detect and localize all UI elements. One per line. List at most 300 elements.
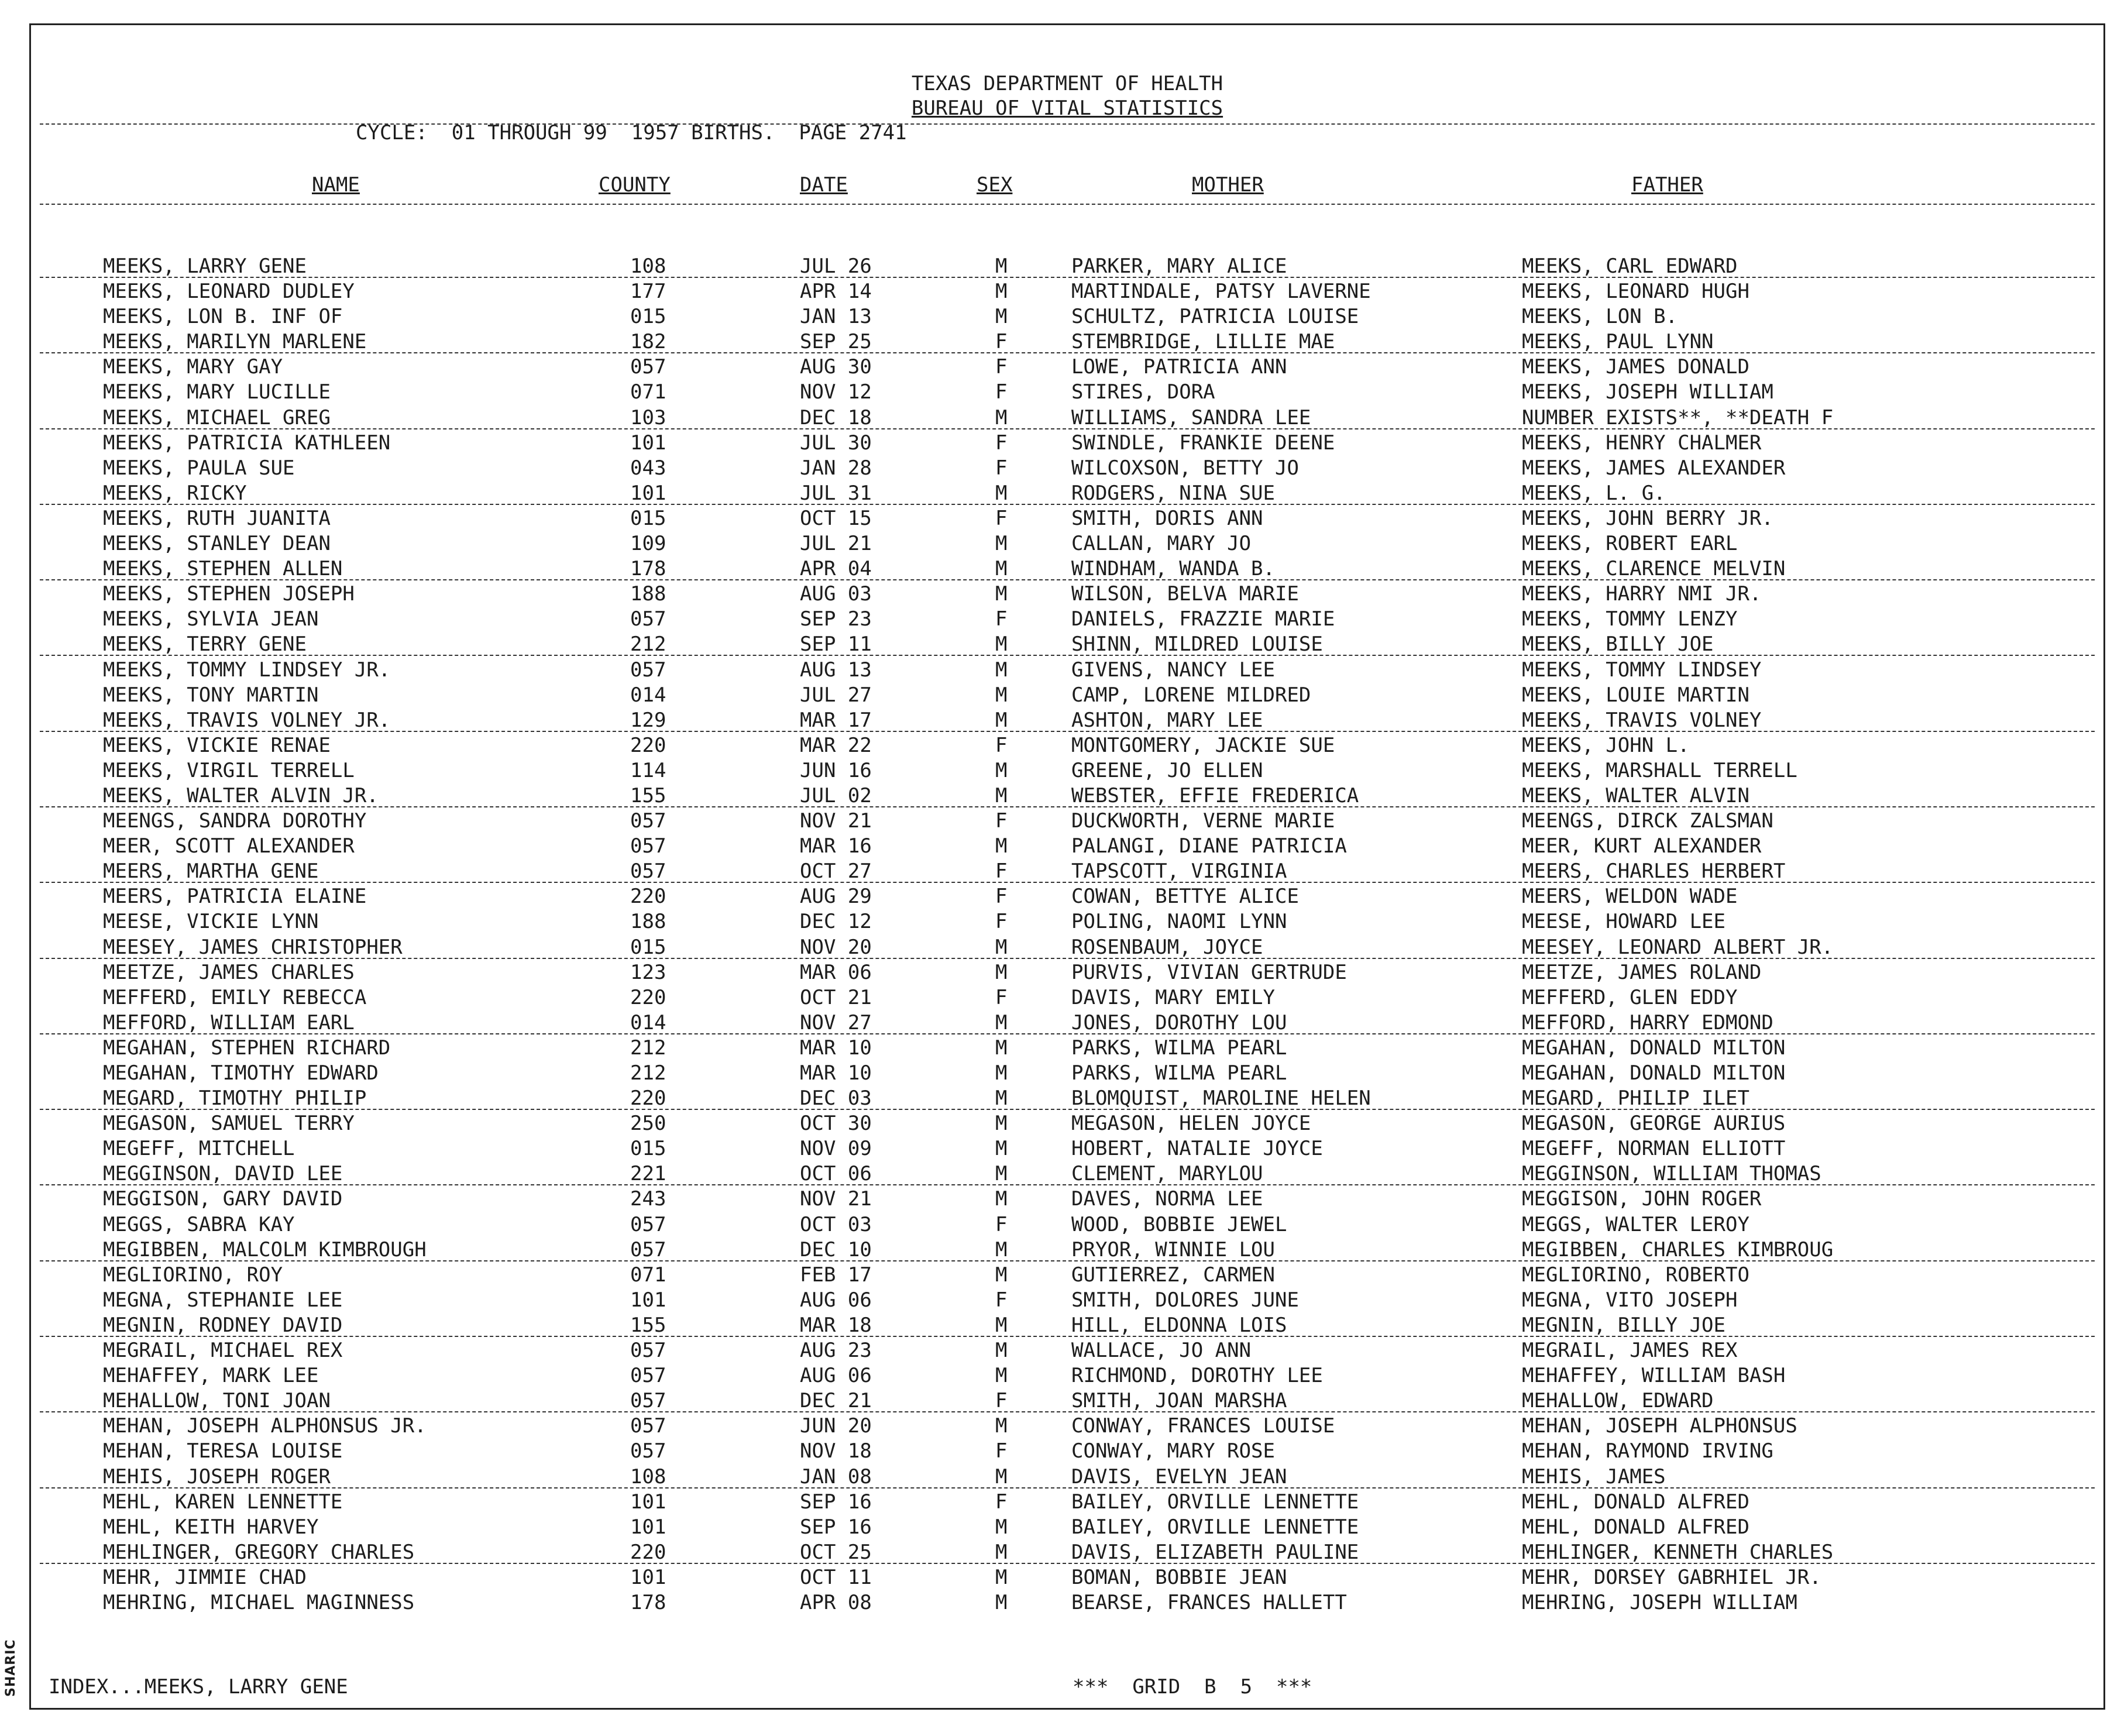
record-father: MEEKS, HARRY NMI JR. (1522, 582, 1762, 606)
record-name: MEGLIORINO, ROY (103, 1263, 283, 1287)
record-name: MEESEY, JAMES CHRISTOPHER (103, 935, 403, 959)
record-mother: MEGASON, HELEN JOYCE (1071, 1112, 1311, 1136)
column-header-mother: MOTHER (1192, 173, 1264, 197)
record-father: MEEKS, PAUL LYNN (1522, 330, 1714, 354)
record-sex: M (995, 280, 1008, 304)
record-row (31, 1036, 2103, 1061)
record-name: MEEKS, LON B. INF OF (103, 305, 343, 329)
record-county: 057 (630, 809, 666, 833)
record-date: NOV 20 (800, 935, 872, 959)
record-mother: BAILEY, ORVILLE LENNETTE (1071, 1515, 1359, 1539)
record-name: MEGRAIL, MICHAEL REX (103, 1339, 343, 1363)
record-row (31, 1263, 2103, 1288)
record-county: 188 (630, 582, 666, 606)
record-row (31, 986, 2103, 1011)
record-date: OCT 30 (800, 1112, 872, 1136)
record-date: MAR 06 (800, 960, 872, 984)
record-county: 243 (630, 1187, 666, 1211)
record-father: MEGAHAN, DONALD MILTON (1522, 1036, 1786, 1060)
record-mother: HOBERT, NATALIE JOYCE (1071, 1137, 1323, 1161)
record-sex: F (995, 330, 1008, 354)
record-mother: BAILEY, ORVILLE LENNETTE (1071, 1490, 1359, 1514)
record-father: MEERS, WELDON WADE (1522, 885, 1738, 909)
record-name: MEEKS, MARILYN MARLENE (103, 330, 367, 354)
record-county: 103 (630, 405, 666, 429)
record-county: 101 (630, 431, 666, 455)
record-sex: M (995, 305, 1008, 329)
record-row (31, 1213, 2103, 1238)
grid-footer: *** GRID B 5 *** (1073, 1675, 1312, 1699)
record-row (31, 532, 2103, 557)
record-county: 014 (630, 1010, 666, 1034)
record-sex: F (995, 885, 1008, 909)
department-title: TEXAS DEPARTMENT OF HEALTH (911, 72, 1223, 95)
record-father: MEEKS, JAMES DONALD (1522, 355, 1749, 379)
record-mother: CAMP, LORENE MILDRED (1071, 683, 1311, 707)
record-row (31, 1288, 2103, 1314)
record-sex: M (995, 708, 1008, 732)
record-date: JAN 13 (800, 305, 872, 329)
record-county: 071 (630, 380, 666, 404)
record-county: 212 (630, 1061, 666, 1085)
record-county: 178 (630, 557, 666, 581)
record-date: SEP 11 (800, 632, 872, 656)
record-county: 057 (630, 658, 666, 682)
record-date: JUL 31 (800, 481, 872, 505)
record-mother: WOOD, BOBBIE JEWEL (1071, 1212, 1287, 1236)
record-county: 108 (630, 1465, 666, 1489)
record-father: MEHAN, RAYMOND IRVING (1522, 1439, 1773, 1463)
record-row (31, 1011, 2103, 1036)
record-name: MEEKS, LARRY GENE (103, 255, 307, 278)
index-footer: INDEX...MEEKS, LARRY GENE (49, 1675, 348, 1699)
record-father: MEEKS, L. G. (1522, 481, 1666, 505)
record-mother: CLEMENT, MARYLOU (1071, 1162, 1263, 1186)
record-date: JAN 08 (800, 1465, 872, 1489)
record-name: MEGAHAN, TIMOTHY EDWARD (103, 1061, 379, 1085)
record-name: MEGIBBEN, MALCOLM KIMBROUGH (103, 1237, 427, 1261)
record-father: MEEKS, TRAVIS VOLNEY (1522, 708, 1762, 732)
record-name: MEETZE, JAMES CHARLES (103, 960, 355, 984)
record-sex: M (995, 1339, 1008, 1363)
record-county: 101 (630, 481, 666, 505)
record-mother: JONES, DOROTHY LOU (1071, 1010, 1287, 1034)
record-father: MEENGS, DIRCK ZALSMAN (1522, 809, 1773, 833)
record-row (31, 910, 2103, 935)
record-date: AUG 23 (800, 1339, 872, 1363)
record-sex: M (995, 1263, 1008, 1287)
record-name: MEEKS, RICKY (103, 481, 247, 505)
record-sex: F (995, 1389, 1008, 1413)
record-name: MEERS, PATRICIA ELAINE (103, 885, 367, 909)
record-row (31, 784, 2103, 809)
record-mother: WINDHAM, WANDA B. (1071, 557, 1275, 581)
record-mother: DAVIS, MARY EMILY (1071, 985, 1275, 1009)
record-sex: M (995, 1364, 1008, 1388)
record-date: DEC 21 (800, 1389, 872, 1413)
record-county: 101 (630, 1490, 666, 1514)
record-mother: WALLACE, JO ANN (1071, 1339, 1252, 1363)
record-row (31, 406, 2103, 431)
record-father: MEEKS, TOMMY LENZY (1522, 607, 1738, 631)
record-county: 057 (630, 1364, 666, 1388)
record-date: JUN 20 (800, 1414, 872, 1438)
record-name: MEHL, KEITH HARVEY (103, 1515, 319, 1539)
record-county: 101 (630, 1288, 666, 1312)
record-county: 182 (630, 330, 666, 354)
record-row (31, 1439, 2103, 1465)
record-sex: M (995, 1137, 1008, 1161)
record-father: MEEKS, LEONARD HUGH (1522, 280, 1749, 304)
index-page (29, 23, 2105, 1710)
record-county: 123 (630, 960, 666, 984)
record-date: SEP 23 (800, 607, 872, 631)
record-sex: F (995, 1288, 1008, 1312)
record-mother: SMITH, JOAN MARSHA (1071, 1389, 1287, 1413)
record-county: 114 (630, 758, 666, 782)
record-sex: M (995, 1313, 1008, 1337)
record-date: AUG 30 (800, 355, 872, 379)
column-separator (40, 204, 2095, 205)
record-date: APR 04 (800, 557, 872, 581)
record-name: MEFFERD, EMILY REBECCA (103, 985, 367, 1009)
record-row (31, 658, 2103, 683)
record-sex: M (995, 632, 1008, 656)
record-row (31, 709, 2103, 734)
record-county: 101 (630, 1515, 666, 1539)
record-date: JUL 30 (800, 431, 872, 455)
record-name: MEEKS, TRAVIS VOLNEY JR. (103, 708, 391, 732)
record-mother: PALANGI, DIANE PATRICIA (1071, 834, 1347, 858)
record-father: MEEKS, TOMMY LINDSEY (1522, 658, 1762, 682)
record-date: MAR 10 (800, 1036, 872, 1060)
record-sex: F (995, 1439, 1008, 1463)
record-mother: STEMBRIDGE, LILLIE MAE (1071, 330, 1335, 354)
record-name: MEHALLOW, TONI JOAN (103, 1389, 331, 1413)
record-date: NOV 27 (800, 1010, 872, 1034)
record-father: MEERS, CHARLES HERBERT (1522, 860, 1786, 884)
record-county: 057 (630, 1212, 666, 1236)
record-name: MEGAHAN, STEPHEN RICHARD (103, 1036, 391, 1060)
record-row (31, 557, 2103, 582)
record-name: MEFFORD, WILLIAM EARL (103, 1010, 355, 1034)
record-name: MEEKS, WALTER ALVIN JR. (103, 783, 379, 807)
record-name: MEER, SCOTT ALEXANDER (103, 834, 355, 858)
record-county: 015 (630, 935, 666, 959)
record-father: MEEKS, CLARENCE MELVIN (1522, 557, 1786, 581)
record-date: AUG 13 (800, 658, 872, 682)
record-county: 220 (630, 985, 666, 1009)
record-father: MEGEFF, NORMAN ELLIOTT (1522, 1137, 1786, 1161)
record-mother: BOMAN, BOBBIE JEAN (1071, 1565, 1287, 1589)
record-name: MEEKS, STEPHEN ALLEN (103, 557, 343, 581)
record-date: MAR 18 (800, 1313, 872, 1337)
record-row (31, 860, 2103, 885)
record-date: FEB 17 (800, 1263, 872, 1287)
record-date: MAR 17 (800, 708, 872, 732)
record-name: MEHR, JIMMIE CHAD (103, 1565, 307, 1589)
record-mother: TAPSCOTT, VIRGINIA (1071, 860, 1287, 884)
column-header-county: COUNTY (599, 173, 671, 197)
record-sex: F (995, 380, 1008, 404)
record-county: 057 (630, 355, 666, 379)
record-date: OCT 25 (800, 1540, 872, 1564)
record-row (31, 431, 2103, 456)
record-name: MEEKS, TERRY GENE (103, 632, 307, 656)
record-name: MEHLINGER, GREGORY CHARLES (103, 1540, 415, 1564)
record-name: MEHRING, MICHAEL MAGINNESS (103, 1590, 415, 1614)
record-county: 043 (630, 456, 666, 480)
record-date: JUL 21 (800, 532, 872, 556)
record-mother: RODGERS, NINA SUE (1071, 481, 1275, 505)
record-county: 155 (630, 1313, 666, 1337)
record-date: JUL 27 (800, 683, 872, 707)
record-row (31, 1137, 2103, 1162)
record-name: MEGEFF, MITCHELL (103, 1137, 295, 1161)
record-father: MEETZE, JAMES ROLAND (1522, 960, 1762, 984)
record-mother: MONTGOMERY, JACKIE SUE (1071, 733, 1335, 757)
record-date: OCT 21 (800, 985, 872, 1009)
record-sex: F (995, 355, 1008, 379)
column-header-sex: SEX (977, 173, 1013, 197)
record-county: 057 (630, 1237, 666, 1261)
record-sex: M (995, 557, 1008, 581)
record-father: MEGGINSON, WILLIAM THOMAS (1522, 1162, 1821, 1186)
record-sex: F (995, 607, 1008, 631)
record-name: MEEKS, PAULA SUE (103, 456, 295, 480)
record-father: MEEKS, MARSHALL TERRELL (1522, 758, 1797, 782)
record-father: MEEKS, BILLY JOE (1522, 632, 1714, 656)
record-name: MEEKS, VICKIE RENAE (103, 733, 331, 757)
record-date: JAN 28 (800, 456, 872, 480)
record-sex: F (995, 860, 1008, 884)
record-sex: M (995, 532, 1008, 556)
record-county: 057 (630, 834, 666, 858)
column-header-date: DATE (800, 173, 848, 197)
record-row (31, 1314, 2103, 1339)
record-mother: GIVENS, NANCY LEE (1071, 658, 1275, 682)
record-date: DEC 10 (800, 1237, 872, 1261)
record-father: MEHAN, JOSEPH ALPHONSUS (1522, 1414, 1797, 1438)
record-sex: M (995, 1162, 1008, 1186)
record-father: MEGGS, WALTER LEROY (1522, 1212, 1749, 1236)
record-mother: CONWAY, FRANCES LOUISE (1071, 1414, 1335, 1438)
record-name: MEEKS, RUTH JUANITA (103, 506, 331, 530)
record-row (31, 632, 2103, 658)
record-county: 188 (630, 910, 666, 934)
record-row (31, 607, 2103, 632)
record-name: MEEKS, VIRGIL TERRELL (103, 758, 355, 782)
record-mother: BEARSE, FRANCES HALLETT (1071, 1590, 1347, 1614)
record-sex: M (995, 481, 1008, 505)
record-date: SEP 16 (800, 1490, 872, 1514)
cycle-line: CYCLE: 01 THROUGH 99 1957 BIRTHS. PAGE 2741 (356, 121, 907, 145)
record-father: MEEKS, CARL EDWARD (1522, 255, 1738, 278)
record-name: MEEKS, LEONARD DUDLEY (103, 280, 355, 304)
record-father: MEGIBBEN, CHARLES KIMBROUG (1522, 1237, 1834, 1261)
record-county: 155 (630, 783, 666, 807)
record-county: 101 (630, 1565, 666, 1589)
record-row (31, 305, 2103, 330)
record-name: MEHAN, TERESA LOUISE (103, 1439, 343, 1463)
record-date: OCT 27 (800, 860, 872, 884)
record-date: AUG 03 (800, 582, 872, 606)
record-sex: M (995, 1087, 1008, 1111)
record-sex: M (995, 935, 1008, 959)
record-name: MEEKS, MICHAEL GREG (103, 405, 331, 429)
record-father: MEEKS, JOHN BERRY JR. (1522, 506, 1773, 530)
record-sex: M (995, 582, 1008, 606)
record-name: MEEKS, MARY GAY (103, 355, 283, 379)
record-date: DEC 12 (800, 910, 872, 934)
record-name: MEEKS, TONY MARTIN (103, 683, 319, 707)
record-county: 057 (630, 1339, 666, 1363)
record-father: NUMBER EXISTS**, **DEATH F (1522, 405, 1834, 429)
bureau-title: BUREAU OF VITAL STATISTICS (911, 97, 1223, 120)
record-mother: LOWE, PATRICIA ANN (1071, 355, 1287, 379)
record-row (31, 1414, 2103, 1439)
record-row (31, 1515, 2103, 1541)
record-father: MEHIS, JAMES (1522, 1465, 1666, 1489)
record-county: 212 (630, 1036, 666, 1060)
record-mother: PRYOR, WINNIE LOU (1071, 1237, 1275, 1261)
record-row (31, 456, 2103, 482)
record-mother: MARTINDALE, PATSY LAVERNE (1071, 280, 1371, 304)
record-mother: BLOMQUIST, MAROLINE HELEN (1071, 1087, 1371, 1111)
record-name: MEEKS, MARY LUCILLE (103, 380, 331, 404)
record-sex: M (995, 1590, 1008, 1614)
record-mother: DANIELS, FRAZZIE MARIE (1071, 607, 1335, 631)
record-sex: M (995, 658, 1008, 682)
record-date: NOV 18 (800, 1439, 872, 1463)
record-row (31, 734, 2103, 759)
record-row (31, 1364, 2103, 1389)
record-sex: F (995, 985, 1008, 1009)
record-row (31, 380, 2103, 405)
record-mother: WILSON, BELVA MARIE (1071, 582, 1299, 606)
record-sex: M (995, 1061, 1008, 1085)
record-father: MEEKS, JOSEPH WILLIAM (1522, 380, 1773, 404)
record-date: NOV 09 (800, 1137, 872, 1161)
record-name: MEHIS, JOSEPH ROGER (103, 1465, 331, 1489)
record-sex: M (995, 1414, 1008, 1438)
record-mother: SWINDLE, FRANKIE DEENE (1071, 431, 1335, 455)
record-date: OCT 06 (800, 1162, 872, 1186)
record-sex: F (995, 456, 1008, 480)
record-mother: PURVIS, VIVIAN GERTRUDE (1071, 960, 1347, 984)
record-sex: M (995, 1036, 1008, 1060)
record-county: 057 (630, 607, 666, 631)
record-row (31, 1162, 2103, 1187)
record-date: MAR 22 (800, 733, 872, 757)
record-row (31, 1238, 2103, 1263)
record-mother: WILLIAMS, SANDRA LEE (1071, 405, 1311, 429)
record-row (31, 834, 2103, 860)
record-sex: F (995, 809, 1008, 833)
record-sex: M (995, 758, 1008, 782)
record-father: MEER, KURT ALEXANDER (1522, 834, 1762, 858)
record-county: 220 (630, 1087, 666, 1111)
record-name: MEESE, VICKIE LYNN (103, 910, 319, 934)
record-mother: DAVES, NORMA LEE (1071, 1187, 1263, 1211)
record-row (31, 759, 2103, 784)
record-county: 071 (630, 1263, 666, 1287)
record-date: AUG 06 (800, 1364, 872, 1388)
record-row (31, 1187, 2103, 1212)
record-date: OCT 11 (800, 1565, 872, 1589)
record-date: MAR 16 (800, 834, 872, 858)
record-father: MEEKS, JOHN L. (1522, 733, 1690, 757)
record-father: MEHLINGER, KENNETH CHARLES (1522, 1540, 1834, 1564)
record-county: 015 (630, 506, 666, 530)
record-county: 057 (630, 1414, 666, 1438)
record-row (31, 582, 2103, 607)
record-mother: POLING, NAOMI LYNN (1071, 910, 1287, 934)
record-county: 177 (630, 280, 666, 304)
record-county: 220 (630, 1540, 666, 1564)
record-sex: M (995, 1237, 1008, 1261)
record-mother: PARKER, MARY ALICE (1071, 255, 1287, 278)
record-county: 250 (630, 1112, 666, 1136)
record-row (31, 355, 2103, 380)
record-sex: M (995, 1112, 1008, 1136)
record-county: 220 (630, 733, 666, 757)
record-row (31, 1591, 2103, 1616)
record-name: MEGGINSON, DAVID LEE (103, 1162, 343, 1186)
record-county: 108 (630, 255, 666, 278)
record-date: OCT 03 (800, 1212, 872, 1236)
record-county: 109 (630, 532, 666, 556)
record-date: SEP 25 (800, 330, 872, 354)
record-father: MEHL, DONALD ALFRED (1522, 1515, 1749, 1539)
record-date: NOV 12 (800, 380, 872, 404)
record-father: MEEKS, JAMES ALEXANDER (1522, 456, 1786, 480)
record-date: JUN 16 (800, 758, 872, 782)
record-mother: WILCOXSON, BETTY JO (1071, 456, 1299, 480)
record-row (31, 482, 2103, 507)
record-sex: M (995, 255, 1008, 278)
record-father: MEEKS, WALTER ALVIN (1522, 783, 1749, 807)
column-header-name: NAME (312, 173, 360, 197)
record-row (31, 1490, 2103, 1515)
record-county: 178 (630, 1590, 666, 1614)
record-name: MEEKS, TOMMY LINDSEY JR. (103, 658, 391, 682)
record-name: MEHAN, JOSEPH ALPHONSUS JR. (103, 1414, 427, 1438)
record-sex: M (995, 1515, 1008, 1539)
record-county: 057 (630, 1439, 666, 1463)
record-name: MEGNA, STEPHANIE LEE (103, 1288, 343, 1312)
record-date: DEC 18 (800, 405, 872, 429)
record-father: MEEKS, LON B. (1522, 305, 1678, 329)
record-name: MEGNIN, RODNEY DAVID (103, 1313, 343, 1337)
record-row (31, 1087, 2103, 1112)
record-row (31, 885, 2103, 910)
record-row (31, 330, 2103, 355)
side-mark: SHARIC (4, 1639, 18, 1697)
record-father: MEEKS, ROBERT EARL (1522, 532, 1738, 556)
record-row (31, 255, 2103, 280)
record-sex: F (995, 506, 1008, 530)
record-county: 129 (630, 708, 666, 732)
record-name: MEEKS, STANLEY DEAN (103, 532, 331, 556)
record-mother: SCHULTZ, PATRICIA LOUISE (1071, 305, 1359, 329)
record-row (31, 507, 2103, 532)
record-date: JUL 02 (800, 783, 872, 807)
record-name: MEGARD, TIMOTHY PHILIP (103, 1087, 367, 1111)
record-mother: PARKS, WILMA PEARL (1071, 1061, 1287, 1085)
record-county: 220 (630, 885, 666, 909)
record-father: MEGNA, VITO JOSEPH (1522, 1288, 1738, 1312)
